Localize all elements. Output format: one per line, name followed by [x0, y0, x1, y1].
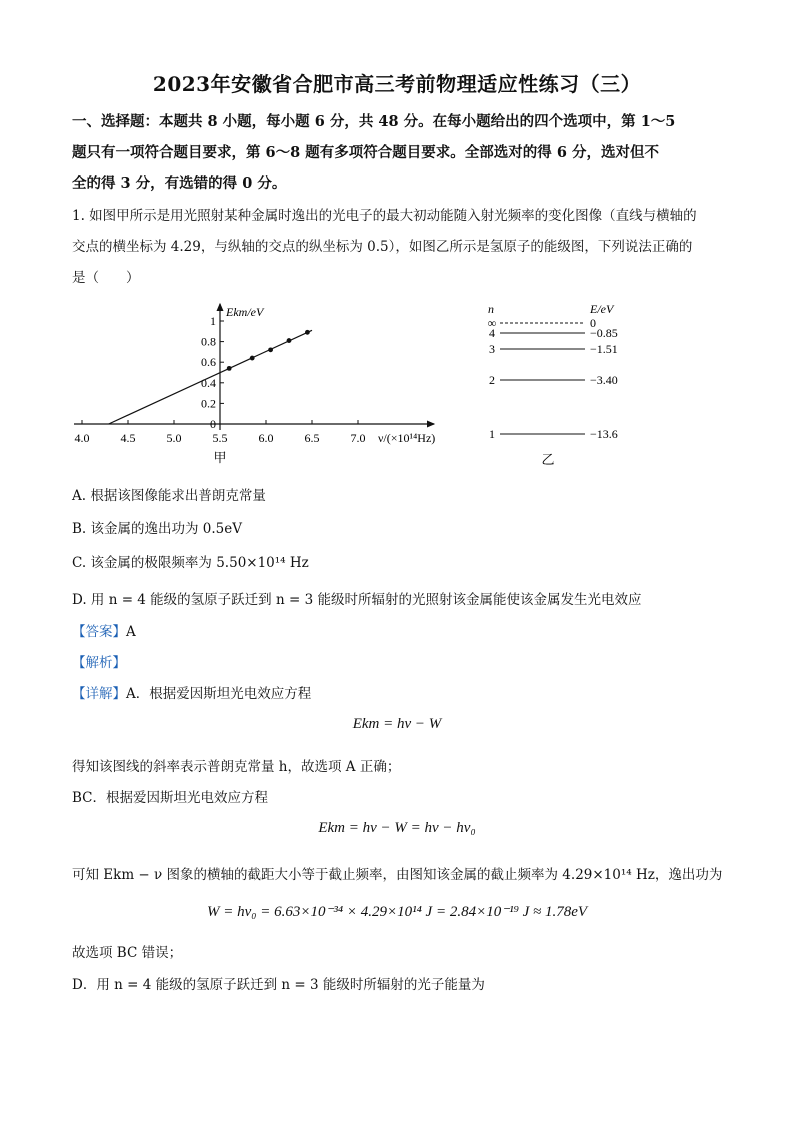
detail-a-intro	[72, 682, 311, 702]
y-tick-label: 0.2	[201, 396, 216, 411]
detail-label: 【详解】	[72, 686, 126, 702]
data-point	[287, 338, 292, 343]
equation-1: Ekm = hν − W	[352, 716, 442, 732]
photoelectric-graph	[60, 296, 460, 476]
option-b: B. 该金属的逸出功为 0.5eV	[72, 521, 243, 537]
answer-value: A	[126, 624, 136, 640]
data-point	[305, 330, 310, 335]
detail-bc-intro: BC．根据爱因斯坦光电效应方程	[72, 790, 269, 806]
x-tick-label: 5.0	[166, 431, 182, 445]
x-tick-label: 4.0	[74, 431, 90, 445]
level-n-label: 2	[489, 373, 495, 387]
detail-bc-conclusion: 故选项 BC 错误；	[72, 945, 183, 961]
level-energy-label: −1.51	[590, 342, 618, 356]
x-axis-label: ν/(×10¹⁴Hz)	[378, 431, 436, 445]
y-tick-label: 0	[210, 417, 216, 431]
figure-caption-yi: 乙	[541, 452, 555, 467]
y-tick-label: 0.4	[201, 375, 216, 390]
level-energy-label: −13.6	[590, 427, 618, 441]
section-line-1: 一、选择题：本题共 8 小题，每小题 6 分，共 48 分。在每小题给出的四个选项中，第 1～5	[72, 113, 676, 130]
equation-2: Ekm = hν − W = hν − hν₀	[318, 820, 476, 836]
question-line-2: 交点的横坐标为 4.29，与纵轴的交点的纵坐标为 0.5），如图乙所示是氢原子的能级图，下列说法正确的	[72, 239, 693, 255]
option-c: C. 该金属的极限频率为 5.50×10¹⁴ Hz	[72, 555, 309, 571]
section-line-3: 全的得 3 分，有选错的得 0 分。	[72, 175, 287, 192]
level-energy-label: −0.85	[590, 326, 618, 340]
y-tick-label: 0.6	[201, 355, 216, 370]
x-tick-label: 6.0	[258, 431, 274, 445]
y-tick-label: 1	[210, 314, 216, 328]
x-tick-label: 4.5	[120, 431, 136, 445]
question-line-3: 是（ ）	[72, 270, 140, 286]
n-header: n	[488, 302, 494, 316]
section-line-2: 题只有一项符合题目要求，第 6～8 题有多项符合题目要求。全部选对的得 6 分，选对但不	[72, 144, 659, 161]
equation-3: W = hν₀ = 6.63×10⁻³⁴ × 4.29×10¹⁴ J = 2.84×10⁻¹⁹ J ≈ 1.78eV	[206, 904, 588, 920]
level-n-label: 4	[489, 326, 495, 340]
answer-line	[72, 620, 136, 640]
x-tick-label: 5.5	[212, 431, 228, 445]
detail-d-text: D．用 n = 4 能级的氢原子跃迁到 n = 3 能级时所辐射的光子能量为	[72, 977, 485, 993]
energy-header: E/eV	[590, 302, 614, 316]
page-title: 2023年安徽省合肥市高三考前物理适应性练习（三）	[152, 72, 642, 96]
data-point	[227, 366, 232, 371]
question-line-1: 1. 如图甲所示是用光照射某种金属时逸出的光电子的最大初动能随入射光频率的变化图像（直线与横轴的	[72, 208, 697, 224]
option-d: D. 用 n = 4 能级的氢原子跃迁到 n = 3 能级时所辐射的光照射该金属能使该金属发生光电效应	[72, 592, 642, 608]
level-n-label: 3	[489, 342, 495, 356]
level-energy-label: 0	[590, 316, 596, 330]
energy-level-diagram	[470, 296, 640, 476]
y-tick-label: 0.8	[201, 334, 216, 349]
level-n-label: 1	[489, 427, 495, 441]
data-point	[268, 347, 273, 352]
answer-label: 【答案】	[72, 624, 126, 640]
figure-caption-jia: 甲	[213, 450, 227, 465]
y-axis-label: Ekm/eV	[226, 305, 264, 319]
x-tick-label: 7.0	[350, 431, 366, 445]
level-energy-label: −3.40	[590, 373, 618, 387]
x-tick-label: 6.5	[304, 431, 320, 445]
detail-a-text: A．根据爱因斯坦光电效应方程	[126, 686, 312, 702]
level-n-label: ∞	[487, 316, 497, 330]
detail-a-conclusion: 得知该图线的斜率表示普朗克常量 h，故选项 A 正确；	[72, 759, 401, 775]
analysis-label: 【解析】	[72, 655, 126, 671]
detail-bc-text: 可知 Ekm − ν 图象的横轴的截距大小等于截止频率，由图知该金属的截止频率为 4.29×10¹⁴ Hz，逸出功为	[72, 867, 723, 883]
option-a: A. 根据该图像能求出普朗克常量	[72, 488, 266, 504]
data-point	[250, 356, 255, 361]
